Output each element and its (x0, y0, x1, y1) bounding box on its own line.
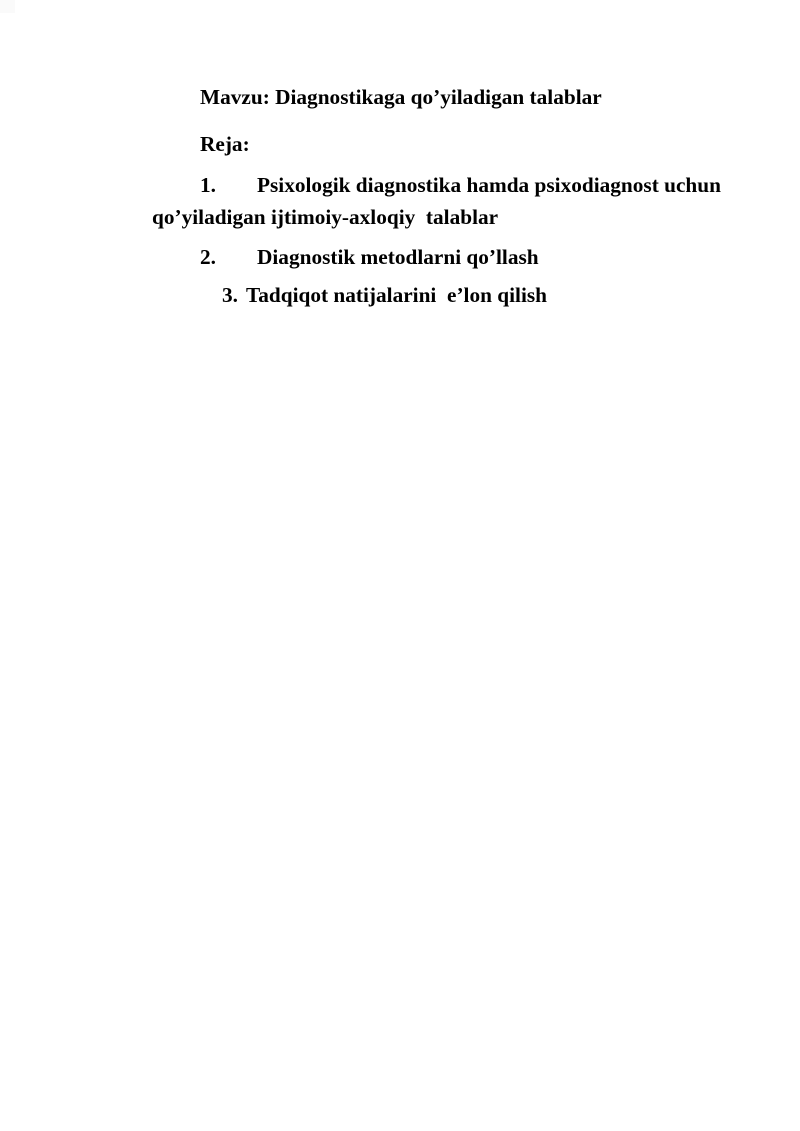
list-item-2-text: Diagnostik metodlarni qo’llash (257, 245, 539, 269)
list-item-2 (152, 241, 667, 273)
list-item-1-line-2: qo’yiladigan ijtimoiy-axloqiy talablar (152, 205, 499, 229)
plan-heading: Reja: (200, 132, 250, 156)
list-item-3-number: 3. (222, 283, 238, 307)
list-item-3-text: Tadqiqot natijalarini e’lon qilish (246, 283, 548, 307)
list-item-1-line-1: Psixologik diagnostika hamda psixodiagnost uchun (257, 173, 721, 197)
document-title: Mavzu: Diagnostikaga qo’yiladigan talablar (200, 85, 602, 109)
list-item-1 (152, 169, 721, 233)
list-item-2-number: 2. (200, 245, 216, 269)
list-item-1-number: 1. (200, 173, 216, 197)
document-content (152, 81, 721, 311)
list-item-3 (152, 279, 667, 311)
page-corner-smudge (0, 0, 15, 13)
